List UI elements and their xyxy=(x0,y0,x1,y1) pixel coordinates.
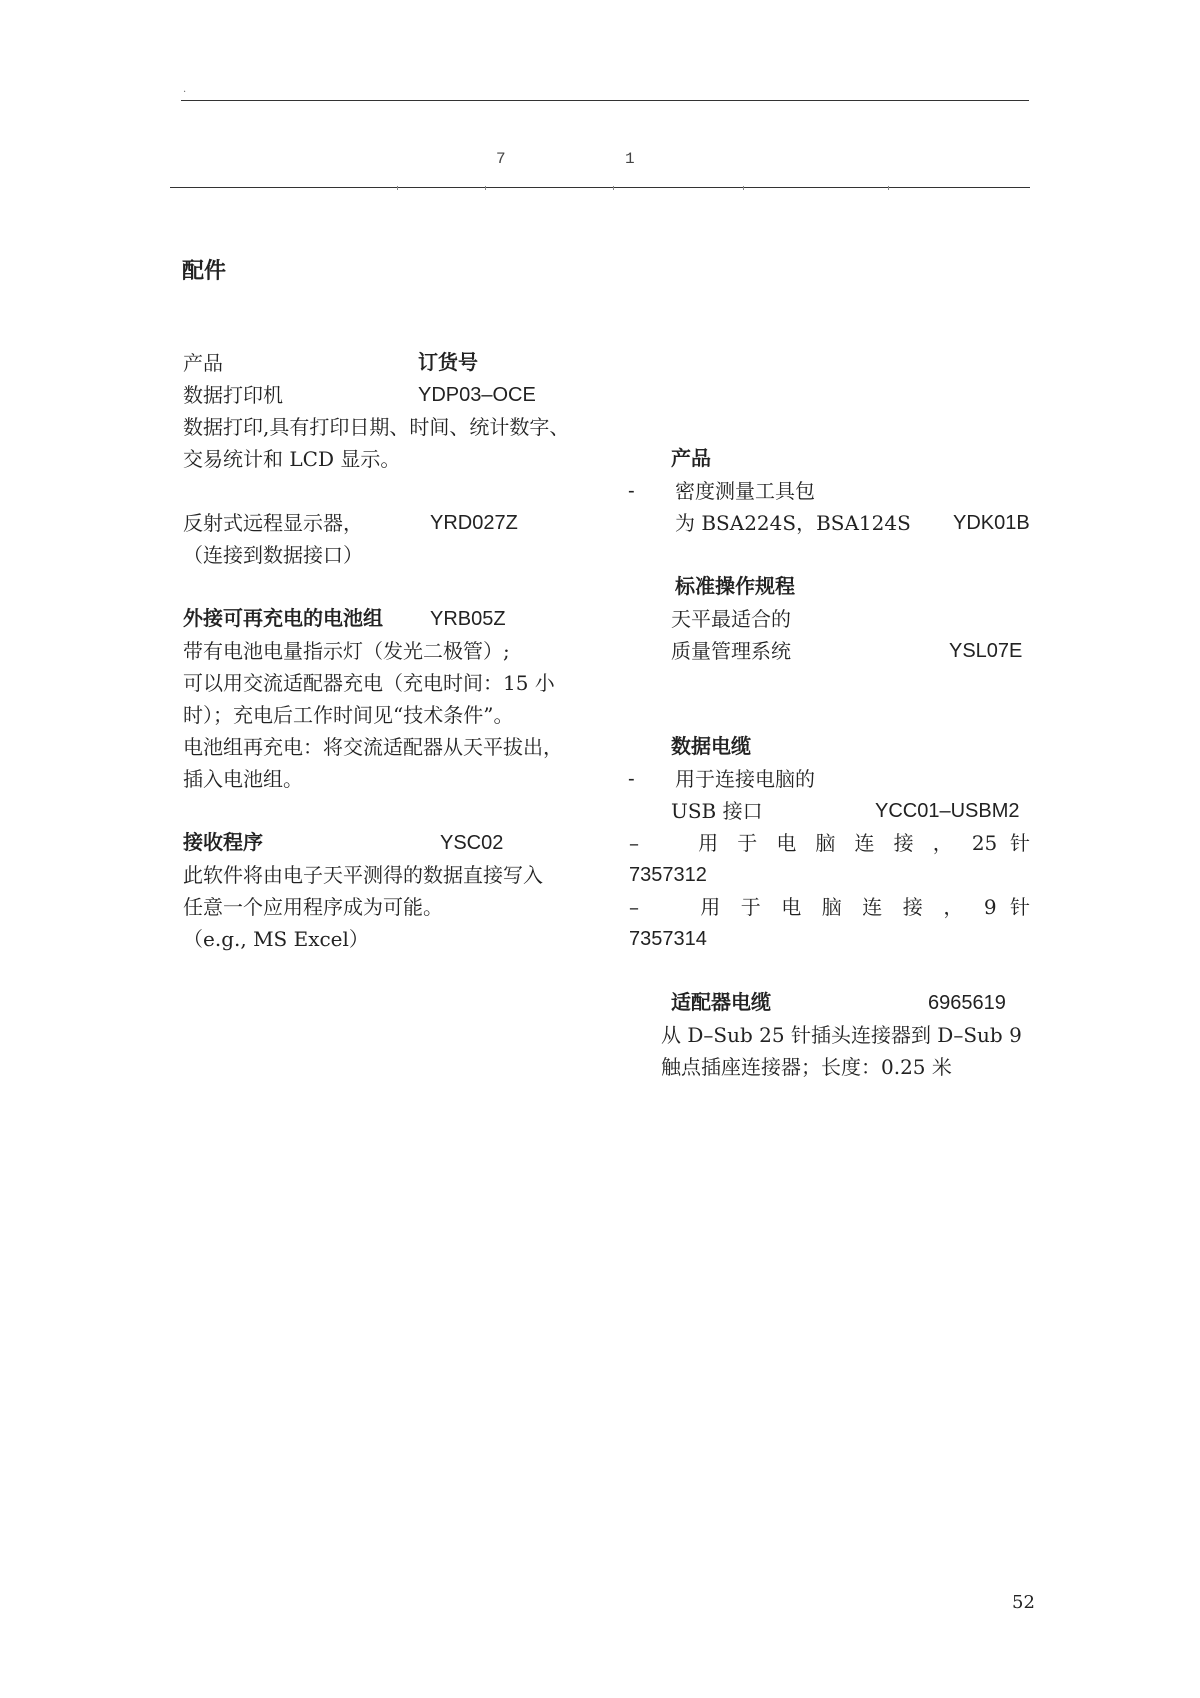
density-kit-dash: - xyxy=(628,480,635,502)
receiver-name: 接收程序 xyxy=(183,832,263,854)
header-top-rule xyxy=(181,100,1029,101)
table-divider xyxy=(888,186,889,190)
remote-display-name: 反射式远程显示器， xyxy=(183,511,363,535)
column-header-product: 产品 xyxy=(183,351,223,375)
battery-code: YRB05Z xyxy=(430,608,506,630)
receiver-description: （e.g., MS Excel） xyxy=(183,927,369,951)
printer-description: 交易统计和 LCD 显示。 xyxy=(183,447,401,471)
receiver-description: 此软件将由电子天平测得的数据直接写入 xyxy=(183,863,543,887)
header-column-b: 1 xyxy=(625,150,635,168)
battery-description: 时）；充电后工作时间见“技术条件”。 xyxy=(183,703,514,727)
receiver-code: YSC02 xyxy=(440,832,504,854)
table-divider xyxy=(743,186,744,190)
data-cable-usb-code: YCC01–USBM2 xyxy=(875,800,1020,822)
column-header-order-number: 订货号 xyxy=(418,352,478,374)
header-column-a: 7 xyxy=(496,150,506,168)
data-cable-usb-description: 用于连接电脑的 xyxy=(675,767,815,791)
sop-description: 天平最适合的 xyxy=(671,607,791,631)
data-cable-9pin-code: 7357314 xyxy=(629,928,707,950)
adapter-cable-description: 触点插座连接器；长度：0.25 米 xyxy=(661,1055,952,1079)
battery-description: 带有电池电量指示灯（发光二极管）; xyxy=(183,639,510,663)
sop-description: 质量管理系统 xyxy=(671,639,791,663)
column-header-product: 产品 xyxy=(671,448,711,470)
data-cable-usb-interface: USB 接口 xyxy=(671,799,763,823)
data-cable-9pin-description: – 用 于 电 脑 连 接 ， 9 针 xyxy=(629,895,1030,919)
header-bottom-rule xyxy=(170,187,1030,188)
battery-description: 电池组再充电：将交流适配器从天平拔出， xyxy=(183,735,563,759)
battery-description: 可以用交流适配器充电（充电时间：15 小 xyxy=(183,671,555,695)
section-title: 配件 xyxy=(182,258,227,283)
table-divider xyxy=(397,186,398,190)
sop-title: 标准操作规程 xyxy=(675,576,795,598)
remote-display-code: YRD027Z xyxy=(430,512,518,534)
data-cable-25pin-code: 7357312 xyxy=(629,864,707,886)
data-cable-title: 数据电缆 xyxy=(671,736,751,758)
density-kit-models: 为 BSA224S，BSA124S xyxy=(675,511,911,535)
receiver-description: 任意一个应用程序成为可能。 xyxy=(183,895,443,919)
sop-code: YSL07E xyxy=(949,640,1023,662)
remote-display-description: （连接到数据接口） xyxy=(183,543,363,567)
density-kit-code: YDK01B xyxy=(953,512,1030,534)
adapter-cable-description: 从 D–Sub 25 针插头连接器到 D–Sub 9 xyxy=(661,1023,1022,1047)
density-kit-name: 密度测量工具包 xyxy=(675,479,815,503)
battery-description: 插入电池组。 xyxy=(183,767,303,791)
page-number: 52 xyxy=(1012,1592,1035,1613)
printer-name: 数据打印机 xyxy=(183,383,283,407)
table-divider xyxy=(485,186,486,190)
printer-description: 数据打印,具有打印日期、时间、统计数字、 xyxy=(183,415,570,439)
data-cable-25pin-description: – 用 于 电 脑 连 接 ， 25 针 xyxy=(629,831,1030,855)
header-dot: . xyxy=(183,84,187,95)
table-divider xyxy=(613,186,614,190)
printer-code: YDP03–OCE xyxy=(418,384,536,406)
battery-name: 外接可再充电的电池组 xyxy=(183,608,383,630)
adapter-cable-title: 适配器电缆 xyxy=(671,992,771,1014)
data-cable-dash: - xyxy=(628,768,635,790)
adapter-cable-code: 6965619 xyxy=(928,992,1006,1014)
